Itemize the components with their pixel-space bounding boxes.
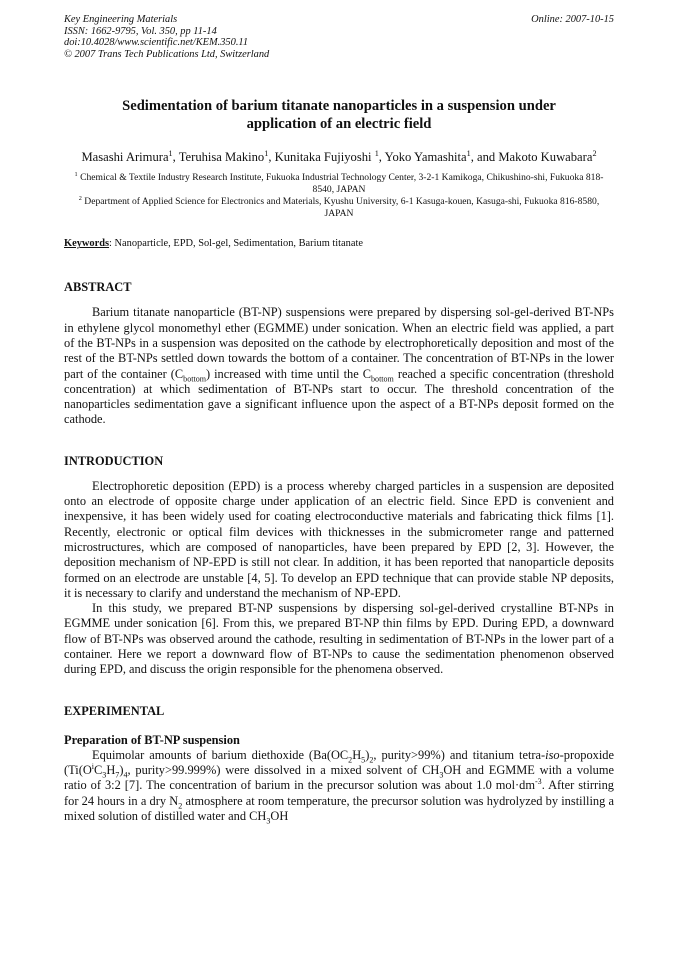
paper-title: Sedimentation of barium titanate nanoparticles in a suspension under application of an electric field xyxy=(122,98,556,133)
subscript: 5 xyxy=(361,755,366,765)
affiliation-text: Department of Applied Science for Electronics and Materials, Kyushu University, 6-1 Kasuga-kouen, Kasuga-shi, Fukuoka 816-8580, JAPAN xyxy=(84,196,600,220)
introduction-paragraph-2: In this study, we prepared BT-NP suspensions by dispersing sol-gel-derived crystalline BT-NPs in EGMME under sonication [6]. From this, we prepared BT-NP thin films by EPD. During EPD, a downward flow of BT-NPs was observed around the cathode, resulting in sedimentation of BT-NPs in the lower part of a container. Here we report a downward flow of BT-NPs to cause the sedimentation phenomenon observed during EPD, and discuss the origin responsible for the phenomena observed. xyxy=(64,601,614,677)
body-text: H xyxy=(352,747,362,762)
subscript: 3 xyxy=(439,770,444,780)
author-affiliation-mark: 1 xyxy=(466,149,471,159)
keywords-line xyxy=(64,237,614,250)
body-text: Equimolar amounts of barium diethoxide (Ba(OC xyxy=(92,747,349,762)
abstract-paragraph xyxy=(64,305,614,427)
keywords-label: Keywords xyxy=(64,238,110,250)
affiliation-2 xyxy=(64,196,614,220)
online-date: Online: 2007-10-15 xyxy=(531,14,614,25)
subscript-bottom: bottom xyxy=(183,374,206,384)
body-text: , purity>99%) and titanium tetra- xyxy=(373,747,546,762)
subscript: 2 xyxy=(348,755,353,765)
body-text: ) xyxy=(119,762,124,777)
journal-header xyxy=(64,14,614,60)
author-affiliation-mark: 1 xyxy=(374,149,379,159)
author-name: Teruhisa Makino xyxy=(178,150,265,165)
introduction-paragraph-1: Electrophoretic deposition (EPD) is a process whereby charged particles in a suspension are deposited onto an electrode of opposite charge under application of an electric field. Since EPD is convenient and inexpensive, it has been widely used for coating electroconductive materials and fabricating thick films [1]. Recently, electronic or optical film devices with thicknesses in the submicrometer range and patterned microstructures, which are composed of nanoparticles, have been prepared by EPD [2, 3]. However, the deposition mechanism of NP-EPD is still not clear. In addition, it has been reported that nanoparticle deposits formed on an electrode are unstable [4, 5]. To develop an EPD technique that can provide stable NP deposits, it is necessary to clarify and understand the mechanism of NP-EPD. xyxy=(64,478,614,600)
subscript: 3 xyxy=(102,770,107,780)
subscript: 2 xyxy=(178,800,183,810)
superscript: i xyxy=(91,761,95,771)
body-text: . After stirring for 24 hours in a dry N xyxy=(64,778,614,808)
affiliation-text: Chemical & Textile Industry Research Institute, Fukuoka Industrial Technology Center, 3-2-1 Kamikoga, Chikushino-shi, Fukuoka 818-8540, JAPAN xyxy=(80,172,604,196)
body-text: H xyxy=(106,762,116,777)
superscript: -3 xyxy=(534,777,542,787)
doi-line: doi:10.4028/www.scientific.net/KEM.350.11 xyxy=(64,37,249,49)
author-affiliation-mark: 1 xyxy=(264,149,269,159)
affiliation-block xyxy=(64,172,614,220)
author-name: Masashi Arimura xyxy=(81,150,169,165)
subscript: 2 xyxy=(369,755,374,765)
body-text: -propoxide (Ti(O xyxy=(64,747,614,777)
author-name: Kunitaka Fujiyoshi xyxy=(274,150,375,165)
author-affiliation-mark: 1 xyxy=(168,149,173,159)
italic-text: iso xyxy=(545,747,560,762)
body-text: , purity>99.999%) were dissolved in a mixed solvent of CH xyxy=(127,762,440,777)
body-text: ) xyxy=(365,747,370,762)
abstract-heading: ABSTRACT xyxy=(64,280,132,295)
abstract-text: Barium titanate nanoparticle (BT-NP) suspensions were prepared by dispersing sol-gel-derived BT-NPs in ethylene glycol monomethyl ether (EGMME) under sonication. When an electric field was applied, a part of the BT-NPs in a suspension was deposited on the cathode by electrophoretically deposition and most of the rest of the BT-NPs settled down towards the bottom of a container. The concentration of BT-NPs in the lower part of the container (C xyxy=(64,305,614,381)
body-text: OH and EGMME with a volume ratio of 3:2 [7]. The concentration of barium in the precursor solution was about 1.0 mol·dm xyxy=(64,762,614,793)
introduction-heading: INTRODUCTION xyxy=(64,453,164,468)
preparation-subheading: Preparation of BT-NP suspension xyxy=(64,732,240,747)
issn-line: ISSN: 1662-9795, Vol. 350, pp 11-14 xyxy=(64,25,217,37)
copyright-line: © 2007 Trans Tech Publications Ltd, Switzerland xyxy=(64,48,270,60)
author-list: Masashi Arimura$^1$, Teruhisa Makino$^1$, Kunitaka Fujiyoshi $^1$, Yoko Yamashita$^1$, and Makoto Kuwabara$^2$ xyxy=(81,149,597,165)
author-name: Makoto Kuwabara xyxy=(498,150,593,165)
subscript-bottom: bottom xyxy=(371,374,394,384)
body-text: C xyxy=(94,762,103,777)
experimental-heading: EXPERIMENTAL xyxy=(64,703,165,718)
author-affiliation-mark: 2 xyxy=(592,149,597,159)
experimental-paragraph xyxy=(64,748,614,824)
abstract-text: ) increased with time until the C xyxy=(205,366,372,381)
paper-page xyxy=(64,14,614,824)
body-text: OH xyxy=(270,808,289,823)
subscript: 3 xyxy=(266,816,271,826)
body-text: atmosphere at room temperature, the precursor solution was hydrolyzed by instilling a mixed solution of distilled water and CH xyxy=(64,793,615,823)
affiliation-number: 2 xyxy=(78,195,82,203)
affiliation-number: 1 xyxy=(74,171,78,179)
keywords-text: : Nanoparticle, EPD, Sol-gel, Sedimentation, Barium titanate xyxy=(109,238,363,250)
subscript: 7 xyxy=(115,770,120,780)
abstract-text: reached a specific concentration (threshold concentration) at which sedimentation of BT-NPs start to occur. The threshold concentration of the nanoparticles sedimentation gave a significant influence upon the aspect of a BT-NPs deposit formed on the cathode. xyxy=(64,366,614,427)
author-name: Yoko Yamashita xyxy=(384,150,467,165)
affiliation-1 xyxy=(64,172,614,196)
journal-name: Key Engineering Materials xyxy=(64,14,178,25)
subscript: 4 xyxy=(123,770,128,780)
